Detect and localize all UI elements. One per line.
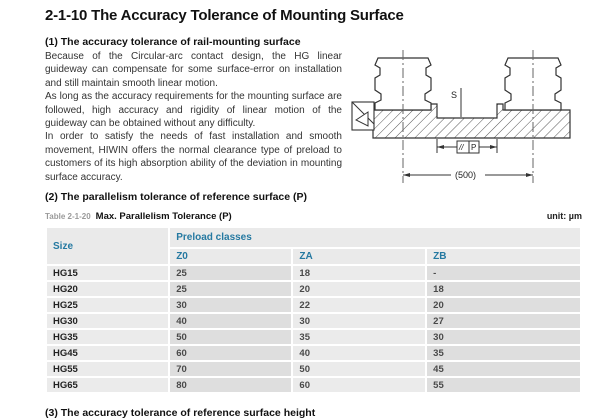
section1-body <box>45 50 342 184</box>
section3-heading: (3) The accuracy tolerance of reference surface height <box>45 407 316 418</box>
z0-cell: 25 <box>170 266 291 280</box>
table-row <box>47 314 580 328</box>
zb-cell: - <box>427 266 580 280</box>
surface-label: S <box>451 90 458 100</box>
span-dimension <box>403 170 533 180</box>
left-rail <box>375 58 431 110</box>
table-row <box>47 282 580 296</box>
zb-cell: 18 <box>427 282 580 296</box>
unit-label: unit: µm <box>546 211 582 221</box>
table-row <box>47 330 580 344</box>
col-header-size: Size <box>47 228 168 264</box>
size-cell: HG20 <box>47 282 168 296</box>
span-dimension-label: (500) <box>455 170 477 180</box>
table-row <box>47 266 580 280</box>
table-number: Table 2-1-20 <box>45 212 91 221</box>
zb-cell: 35 <box>427 346 580 360</box>
z0-cell: 30 <box>170 298 291 312</box>
zb-cell: 27 <box>427 314 580 328</box>
size-cell: HG55 <box>47 362 168 376</box>
za-cell: 30 <box>293 314 425 328</box>
paragraph: As long as the accuracy requirements for the mounting surface are followed, high accuracy and rigidity of linear motion of the guideway can be obtained without any difficulty. <box>45 91 342 130</box>
parallelism-datum: P <box>471 143 477 152</box>
za-cell: 60 <box>293 378 425 392</box>
col-header-za: ZA <box>293 249 425 264</box>
section1-heading: (1) The accuracy tolerance of rail-mounting surface <box>45 36 301 48</box>
surface-callout <box>451 88 461 117</box>
zb-cell: 45 <box>427 362 580 376</box>
za-cell: 35 <box>293 330 425 344</box>
col-header-z0: Z0 <box>170 249 291 264</box>
size-cell: HG25 <box>47 298 168 312</box>
section2-heading: (2) The parallelism tolerance of reference surface (P) <box>45 191 308 203</box>
size-cell: HG65 <box>47 378 168 392</box>
z0-cell: 25 <box>170 282 291 296</box>
paragraph: In order to satisfy the needs of fast installation and smooth movement, HIWIN offers the normal clearance type of preload to customers of its high absorption ability of the deviation in mounting surface accuracy. <box>45 131 342 183</box>
table-row <box>47 362 580 376</box>
table-caption <box>45 211 582 222</box>
z0-cell: 70 <box>170 362 291 376</box>
col-header-zb: ZB <box>427 249 580 264</box>
z0-cell: 80 <box>170 378 291 392</box>
clamp <box>352 102 374 130</box>
zb-cell: 30 <box>427 330 580 344</box>
size-cell: HG15 <box>47 266 168 280</box>
size-cell: HG35 <box>47 330 168 344</box>
section1 <box>45 36 342 184</box>
right-rail <box>505 58 561 110</box>
paragraph: Because of the Circular-arc contact design, the HG linear guideway can compensate for some surface-error on installation and still maintain smooth linear motion. <box>45 51 342 89</box>
za-cell: 40 <box>293 346 425 360</box>
page-title: 2-1-10 The Accuracy Tolerance of Mounting Surface <box>45 7 404 24</box>
parallelism-tolerance-table <box>45 226 582 394</box>
zb-cell: 20 <box>427 298 580 312</box>
z0-cell: 40 <box>170 314 291 328</box>
parallelism-callout <box>437 139 497 153</box>
size-cell: HG30 <box>47 314 168 328</box>
col-header-preload-classes: Preload classes <box>170 228 580 247</box>
za-cell: 22 <box>293 298 425 312</box>
zb-cell: 55 <box>427 378 580 392</box>
z0-cell: 60 <box>170 346 291 360</box>
rail-mounting-diagram <box>348 46 598 193</box>
table-title: Max. Parallelism Tolerance (P) <box>95 211 232 222</box>
table-row <box>47 378 580 392</box>
table-row <box>47 346 580 360</box>
za-cell: 20 <box>293 282 425 296</box>
table-row <box>47 298 580 312</box>
parallelism-symbol: // <box>459 143 464 152</box>
za-cell: 50 <box>293 362 425 376</box>
za-cell: 18 <box>293 266 425 280</box>
size-cell: HG45 <box>47 346 168 360</box>
z0-cell: 50 <box>170 330 291 344</box>
